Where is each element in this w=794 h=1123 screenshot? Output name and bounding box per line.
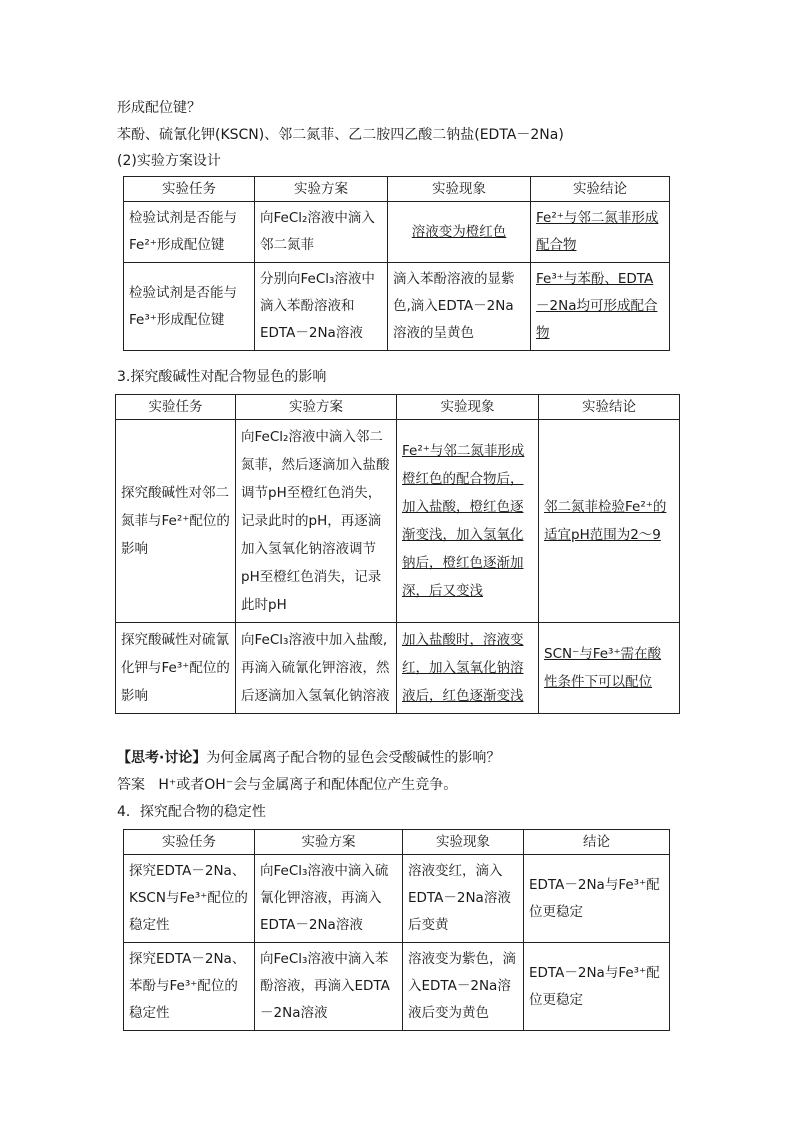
- experiment-design-table: [123, 176, 670, 351]
- table-header-cell: 实验现象: [397, 395, 539, 420]
- answer-label: 答案: [117, 777, 145, 793]
- intro-reagents: 苯酚、硫氰化钾(KSCN)、邻二氮菲、乙二胺四乙酸二钠盐(EDTA－2Na): [117, 127, 564, 143]
- intro-line-1: 形成配位键？: [117, 100, 201, 116]
- conclusion-cell: EDTA－2Na与Fe³⁺配位更稳定: [524, 943, 670, 1031]
- conclusion-cell: SCN⁻与Fe³⁺需在酸性条件下可以配位: [544, 646, 662, 690]
- table-row: [124, 202, 670, 263]
- conclusion-cell: Fe²⁺与邻二氮菲形成配合物: [536, 210, 659, 253]
- section-4-title: 4．探究配合物的稳定性: [117, 804, 266, 820]
- phenomenon-cell: 溶液变红，滴入EDTA－2Na溶液后变黄: [403, 855, 524, 943]
- task-cell: 检验试剂是否能与Fe³⁺形成配位键: [124, 263, 255, 351]
- table-row: [124, 855, 670, 943]
- discussion-question: [117, 749, 500, 767]
- discussion-answer: [117, 776, 457, 794]
- conclusion-cell: Fe³⁺与苯酚、EDTA－2Na均可形成配合物: [536, 271, 658, 341]
- table-row: [124, 943, 670, 1031]
- task-cell: 探究酸碱性对硫氰化钾与Fe³⁺配位的影响: [116, 623, 236, 714]
- phenomenon-cell: Fe²⁺与邻二氮菲形成橙红色的配合物后，加入盐酸，橙红色逐渐变浅，加入氢氧化钠后，橙红色逐渐加深，后又变浅: [402, 443, 525, 599]
- table-header-cell: 实验现象: [403, 830, 524, 855]
- stability-table: [123, 829, 670, 1031]
- acid-base-effect-table: [115, 394, 680, 714]
- table-header-cell: 实验方案: [236, 395, 397, 420]
- table-row: [116, 623, 680, 714]
- conclusion-cell: EDTA－2Na与Fe³⁺配位更稳定: [524, 855, 670, 943]
- phenomenon-cell: 加入盐酸时，溶液变红，加入氢氧化钠溶液后，红色逐渐变浅: [402, 632, 524, 704]
- table-header-cell: 实验现象: [388, 177, 531, 202]
- phenomenon-cell: 溶液变为紫色，滴入EDTA－2Na溶液后变为黄色: [403, 943, 524, 1031]
- plan-cell: 向FeCl₃溶液中滴入硫氰化钾溶液，再滴入EDTA－2Na溶液: [255, 855, 403, 943]
- table-header-row: [124, 830, 670, 855]
- plan-cell: 分别向FeCl₃溶液中滴入苯酚溶液和EDTA－2Na溶液: [255, 263, 388, 351]
- table-header-cell: 实验方案: [255, 177, 388, 202]
- plan-cell: 向FeCl₃溶液中滴入苯酚溶液，再滴入EDTA－2Na溶液: [255, 943, 403, 1031]
- plan-cell: 向FeCl₂溶液中滴入邻二氮菲，然后逐滴加入盐酸调节pH至橙红色消失，记录此时的pH，再逐滴加入氢氧化钠溶液调节pH至橙红色消失，记录此时pH: [236, 420, 397, 623]
- table-header-cell: 实验任务: [124, 830, 255, 855]
- plan-cell: 向FeCl₂溶液中滴入邻二氮菲: [255, 202, 388, 263]
- plan-cell: 向FeCl₃溶液中加入盐酸,再滴入硫氰化钾溶液，然后逐滴加入氢氧化钠溶液: [236, 623, 397, 714]
- task-cell: 探究EDTA－2Na、苯酚与Fe³⁺配位的稳定性: [124, 943, 255, 1031]
- subsection-title: (2)实验方案设计: [117, 153, 221, 169]
- task-cell: 探究酸碱性对邻二氮菲与Fe²⁺配位的影响: [116, 420, 236, 623]
- table-header-row: [124, 177, 670, 202]
- discussion-bracket: 【思考·讨论】: [117, 750, 207, 766]
- table-header-cell: 实验方案: [255, 830, 403, 855]
- table-header-row: [116, 395, 680, 420]
- table-header-cell: 实验任务: [124, 177, 255, 202]
- section-3-title: 3.探究酸碱性对配合物显色的影响: [117, 369, 327, 385]
- phenomenon-cell: 溶液变为橙红色: [411, 223, 507, 240]
- discussion-question-text: 为何金属离子配合物的显色会受酸碱性的影响？: [206, 750, 501, 766]
- task-cell: 探究EDTA－2Na、KSCN与Fe³⁺配位的稳定性: [124, 855, 255, 943]
- table-header-cell: 结论: [524, 830, 670, 855]
- phenomenon-cell: 滴入苯酚溶液的显紫色,滴入EDTA－2Na溶液的呈黄色: [388, 263, 531, 351]
- table-header-cell: 实验结论: [539, 395, 680, 420]
- task-cell: 检验试剂是否能与Fe²⁺形成配位键: [124, 202, 255, 263]
- table-row: [116, 420, 680, 623]
- table-header-cell: 实验结论: [531, 177, 670, 202]
- answer-text: H⁺或者OH⁻会与金属离子和配体配位产生竞争。: [158, 777, 458, 793]
- table-row: [124, 263, 670, 351]
- table-header-cell: 实验任务: [116, 395, 236, 420]
- conclusion-cell: 邻二氮菲检验Fe²⁺的适宜pH范围为2～9: [544, 499, 667, 543]
